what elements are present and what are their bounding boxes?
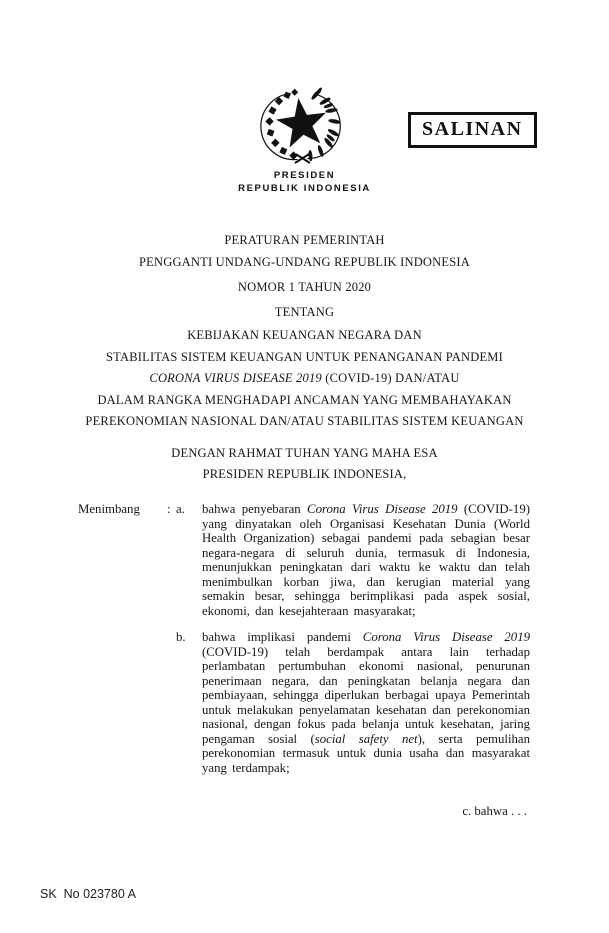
presidential-star-emblem bbox=[258, 83, 346, 169]
title-tentang: TENTANG bbox=[274, 304, 335, 319]
subject-line-2: STABILITAS SISTEM KEUANGAN UNTUK PENANGANAN PANDEMI bbox=[106, 349, 503, 364]
text-segment: (COVID-19) DAN/ATAU bbox=[321, 371, 460, 385]
considering-item-a bbox=[176, 502, 533, 618]
item-marker: a. bbox=[176, 502, 185, 516]
text-segment-italic: social safety net bbox=[314, 731, 418, 746]
title-nomor: NOMOR 1 TAHUN 2020 bbox=[237, 280, 372, 294]
considering-section bbox=[78, 502, 533, 787]
subject-line-4: DALAM RANGKA MENGHADAPI ANCAMAN YANG MEMBAHAYAKAN bbox=[97, 392, 512, 407]
considering-items bbox=[176, 502, 533, 787]
sk-number: SK No 023780 A bbox=[40, 887, 136, 901]
authority-line: PRESIDEN REPUBLIK INDONESIA, bbox=[202, 467, 407, 481]
letterhead-line-presiden: PRESIDEN bbox=[273, 170, 336, 181]
title-line-pengganti: PENGGANTI UNDANG-UNDANG REPUBLIK INDONESIA bbox=[139, 254, 470, 269]
text-segment-italic: Corona Virus Disease 2019 bbox=[362, 630, 530, 644]
invocation-line: DENGAN RAHMAT TUHAN YANG MAHA ESA bbox=[171, 445, 438, 460]
letterhead bbox=[0, 169, 609, 195]
title-line-peraturan: PERATURAN PEMERINTAH bbox=[224, 233, 385, 247]
catchword: c. bahwa . . . bbox=[462, 804, 527, 818]
text-segment: (COVID-19) telah berdampak antara lain terhadap perlambatan pertumbuhan ekonomi nasional, penurunan penerimaan negara, dan peningkatan belanja negara dan pembiayaan, sehingga diperlukan berbagai upaya Pemerintah untuk melakukan penyelamatan kesehatan dan perekonomian nasional, dengan fokus pada belanja untuk kesehatan, jaring pengaman sosial ( bbox=[202, 644, 530, 746]
text-segment-italic: Corona Virus Disease 2019 bbox=[307, 502, 458, 516]
text-segment: bahwa implikasi pandemi bbox=[202, 630, 363, 644]
item-text bbox=[202, 502, 530, 618]
star-icon bbox=[276, 98, 326, 147]
considering-item-b bbox=[176, 630, 533, 775]
item-marker: b. bbox=[176, 630, 186, 644]
text-segment: bahwa penyebaran bbox=[202, 502, 308, 516]
considering-colon: : bbox=[167, 502, 171, 516]
considering-label: Menimbang bbox=[78, 502, 140, 516]
text-segment: (COVID-19) yang dinyatakan oleh Organisasi Kesehatan Dunia (World Health Organization) sebagai pandemi pada sebagian besar negara-negara di seluruh dunia, termasuk di Indonesia, menunjukkan peningkatan dari waktu ke waktu dan telah menimbulkan korban jiwa, dan kerugian material yang semakin besar, sehingga berimplikasi pada aspek sosial, ekonomi, dan kesejahteraan masyarakat; bbox=[202, 502, 530, 618]
subject-line-1: KEBIJAKAN KEUANGAN NEGARA DAN bbox=[187, 328, 422, 342]
letterhead-line-republik: REPUBLIK INDONESIA bbox=[238, 183, 371, 194]
item-text bbox=[202, 630, 530, 775]
text-segment: ), serta pemulihan perekonomian termasuk untuk dunia usaha dan masyarakat yang terdampak; bbox=[202, 731, 530, 775]
subject-line-corona bbox=[0, 368, 609, 390]
text-segment-italic: CORONA VIRUS DISEASE 2019 bbox=[149, 371, 322, 385]
salinan-stamp: SALINAN bbox=[408, 112, 537, 148]
title-block bbox=[0, 230, 609, 486]
subject-line-5: PEREKONOMIAN NASIONAL DAN/ATAU STABILITAS SISTEM KEUANGAN bbox=[85, 414, 524, 428]
